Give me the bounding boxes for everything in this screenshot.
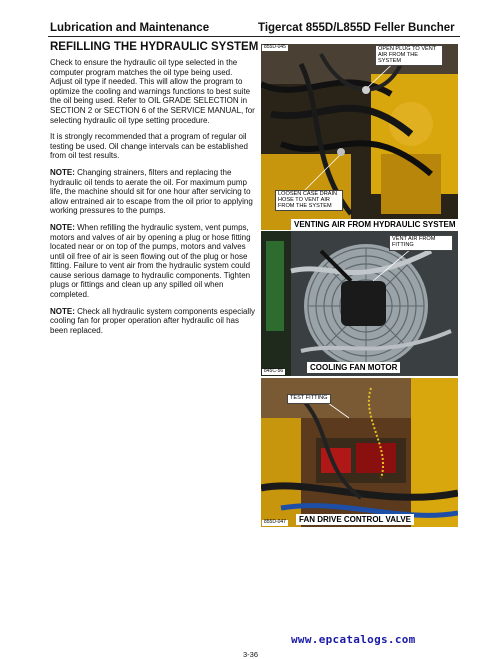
page-number: 3-36 <box>243 650 259 659</box>
photo-caption: FAN DRIVE CONTROL VALVE <box>296 514 414 525</box>
watermark: www.epcatalogs.com <box>291 633 416 646</box>
photo-caption: COOLING FAN MOTOR <box>307 362 400 373</box>
callout-test-fitting: TEST FITTING <box>287 394 331 404</box>
photo-venting-air <box>261 44 458 230</box>
photo-cooling-fan-image <box>261 231 458 376</box>
photo-cooling-fan-motor <box>261 231 458 376</box>
header-manual-title: Tigercat 855D/L855D Feller Buncher <box>258 22 455 34</box>
note-paragraph: NOTE: When refilling the hydraulic system, vent pumps, motors and valves of air by opening a plug or hose fitting located near or on top of the pumps, motors and valves until oil free of air is seen flowing out of the plug or hose fitting. Failure to vent air from the hydraulic system could cause serious damage to hydraulic components. Tighten plugs or fittings and clean up any spilled oil when completed. <box>50 222 251 300</box>
callout-vent-air: VENT AIR FROM FITTING <box>389 235 453 251</box>
header-section-title: Lubrication and Maintenance <box>50 22 210 34</box>
photo-fan-drive-control-valve <box>261 378 458 527</box>
header-rule <box>48 36 460 37</box>
photo-tag: 855D-047 <box>264 519 286 525</box>
note-paragraph: NOTE: Changing strainers, filters and replacing the hydraulic oil tends to aerate the oil. For maximum pump life, the machine should sit for one hour after servicing to allow entrained air to escape from the oil prior to applying working pressures to the pumps. <box>50 167 253 216</box>
callout-loosen-case-drain: LOOSEN CASE DRAIN HOSE TO VENT AIR FROM THE SYSTEM <box>275 190 343 211</box>
photo-caption: VENTING AIR FROM HYDRAULIC SYSTEM <box>291 219 458 230</box>
callout-open-plug: OPEN PLUG TO VENT AIR FROM THE SYSTEM <box>375 45 443 66</box>
paragraph: Check to ensure the hydraulic oil type selected in the computer program matches the oil type being used. Adjust oil type if needed. This will allow the program to optimize the cooling and warnings functions to best suite the oil being used. Refer to OIL GRADE SELECTION in SECTION 2 or SECTION 6 of the SERVICE MANUAL, for selecting hydraulic oil type setting procedure. <box>50 58 255 125</box>
section-heading: REFILLING THE HYDRAULIC SYSTEM <box>50 41 259 53</box>
note-paragraph: NOTE: Check all hydraulic system components especially cooling fan for proper operation after hydraulic oil has been replaced. <box>50 306 255 335</box>
photo-tag: 855D-045 <box>264 44 286 50</box>
body-text-column <box>50 58 256 342</box>
paragraph: It is strongly recommended that a program of regular oil testing be used. Oil change intervals can be established from oil test results. <box>50 132 248 161</box>
photo-tag: 845C-56 <box>264 368 284 374</box>
